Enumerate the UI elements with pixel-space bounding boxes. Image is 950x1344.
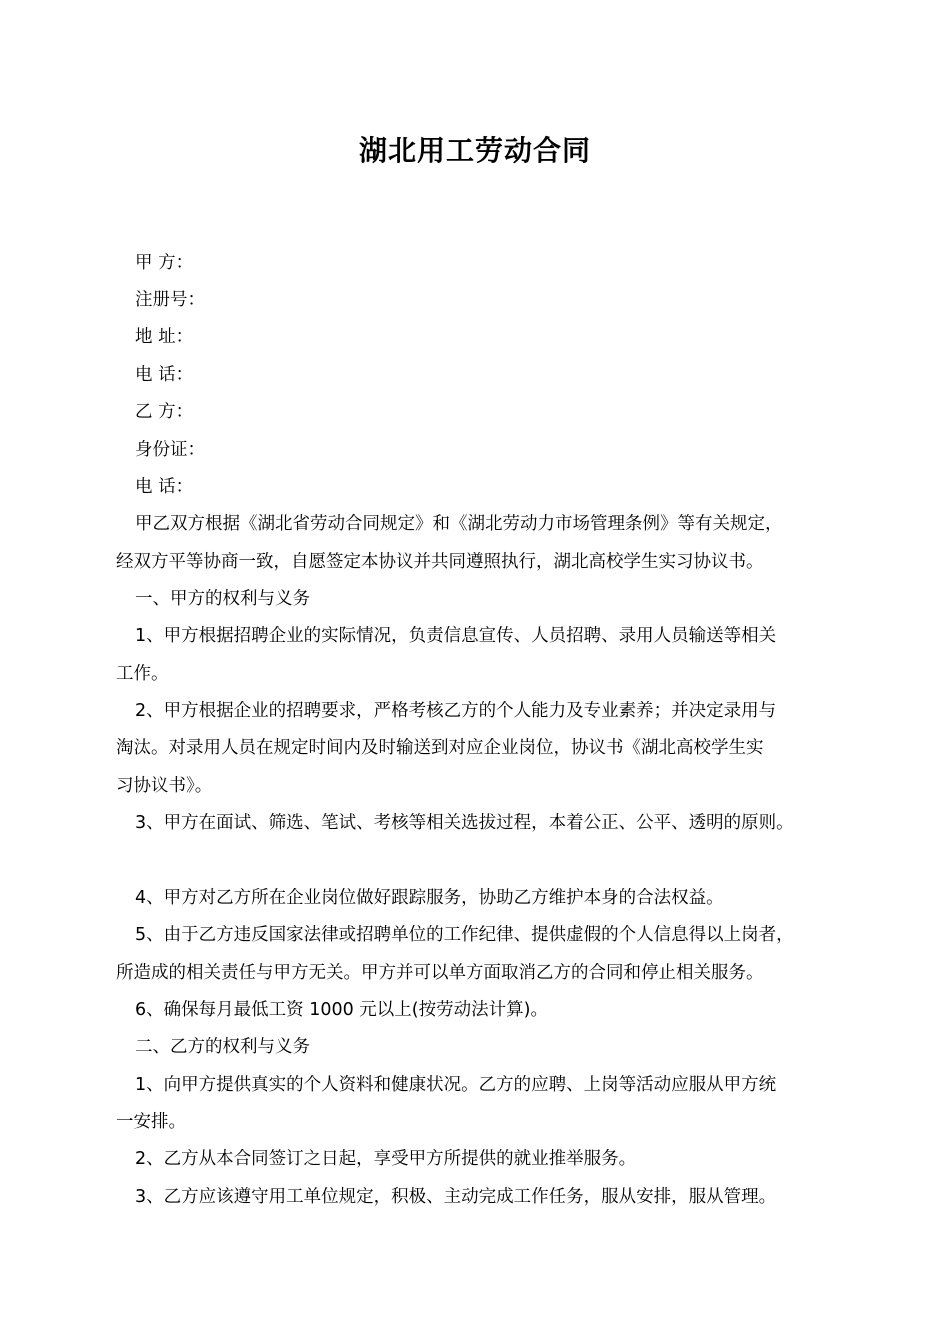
- section-heading-party-a: 一、甲方的权利与义务: [135, 589, 310, 609]
- preamble-line-1: 甲乙双方根据《湖北省劳动合同规定》和《湖北劳动力市场管理条例》等有关规定，: [135, 514, 783, 534]
- party-b-phone-label: 电 话：: [135, 477, 194, 497]
- clause-a2-line-1: 2、甲方根据企业的招聘要求，严格考核乙方的个人能力及专业素养；并决定录用与: [135, 701, 777, 721]
- clause-a2-line-2: 淘汰。对录用人员在规定时间内及时输送到对应企业岗位，协议书《湖北高校学生实: [116, 738, 764, 758]
- clause-a5-line-1: 5、由于乙方违反国家法律或招聘单位的工作纪律、提供虚假的个人信息得以上岗者，: [135, 925, 794, 945]
- address-label: 地 址：: [135, 327, 194, 347]
- clause-a3: 3、甲方在面试、筛选、笔试、考核等相关选拔过程，本着公正、公平、透明的原则。: [135, 813, 794, 833]
- clause-b2: 2、乙方从本合同签订之日起，享受甲方所提供的就业推举服务。: [135, 1149, 637, 1169]
- clause-a1-line-2: 工作。: [116, 664, 169, 684]
- section-heading-party-b: 二、乙方的权利与义务: [135, 1037, 310, 1057]
- clause-a1-line-1: 1、甲方根据招聘企业的实际情况，负责信息宣传、人员招聘、录用人员输送等相关: [135, 626, 777, 646]
- party-a-label: 甲 方：: [135, 253, 194, 273]
- clause-b1-line-2: 一安排。: [116, 1112, 186, 1132]
- party-b-label: 乙 方：: [135, 402, 194, 422]
- document-title: 湖北用工劳动合同: [358, 134, 591, 167]
- clause-a6: 6、确保每月最低工资 1000 元以上(按劳动法计算)。: [135, 1000, 548, 1020]
- id-card-label: 身份证：: [135, 440, 205, 460]
- clause-a2-line-3: 习协议书》。: [116, 776, 213, 796]
- preamble-line-2: 经双方平等协商一致，自愿签定本协议并共同遵照执行，湖北高校学生实习协议书。: [116, 552, 764, 572]
- clause-b1-line-1: 1、向甲方提供真实的个人资料和健康状况。乙方的应聘、上岗等活动应服从甲方统: [135, 1075, 777, 1095]
- registration-number-label: 注册号：: [135, 290, 205, 310]
- clause-a4: 4、甲方对乙方所在企业岗位做好跟踪服务，协助乙方维护本身的合法权益。: [135, 888, 724, 908]
- clause-a5-line-2: 所造成的相关责任与甲方无关。甲方并可以单方面取消乙方的合同和停止相关服务。: [116, 963, 764, 983]
- clause-b3: 3、乙方应该遵守用工单位规定，积极、主动完成工作任务，服从安排，服从管理。: [135, 1187, 777, 1207]
- party-a-phone-label: 电 话：: [135, 365, 194, 385]
